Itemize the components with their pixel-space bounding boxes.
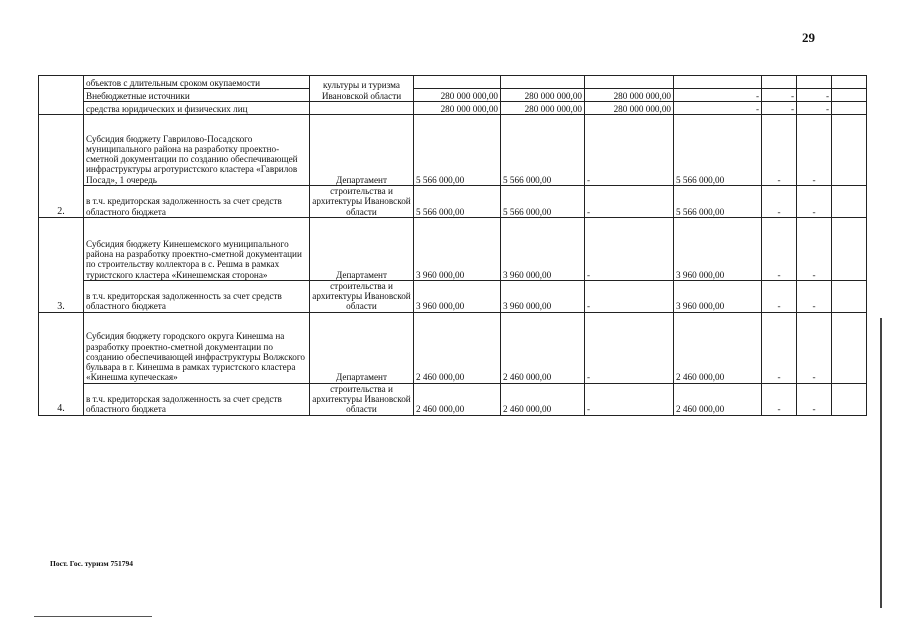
amount-cell: 280 000 000,00 (414, 89, 501, 102)
amount-cell (832, 89, 867, 102)
amount-cell: - (585, 186, 674, 218)
description-cell: Субсидия бюджету городского округа Кинешма на разработку проектно-сметной документации по созданию обеспечивающей инфраструктуры Волжского бульвара в г. Кинешма в рамках туристского кластера «Кинешма купеческая» (84, 312, 310, 383)
amount-cell (832, 76, 867, 89)
table-row (39, 76, 867, 89)
department-cell: Департамент (310, 115, 414, 186)
amount-cell: - (762, 217, 797, 280)
description-cell: Внебюджетные источники (84, 89, 310, 102)
amount-cell: 2 460 000,00 (674, 383, 762, 415)
amount-cell: 3 960 000,00 (414, 217, 501, 280)
budget-table (38, 75, 867, 416)
divider (34, 616, 152, 617)
amount-cell: - (797, 89, 832, 102)
amount-cell: 5 566 000,00 (501, 186, 585, 218)
amount-cell: 3 960 000,00 (674, 217, 762, 280)
amount-cell: - (585, 383, 674, 415)
amount-cell: 5 566 000,00 (501, 115, 585, 186)
description-cell: в т.ч. кредиторская задолженность за счет средств областного бюджета (84, 280, 310, 312)
table-row (39, 89, 867, 102)
table-row (39, 280, 867, 312)
amount-cell: 2 460 000,00 (501, 383, 585, 415)
description-cell: Субсидия бюджету Гаврилово-Посадского муниципального района на разработку проектно-сметной документации по созданию обеспечивающей инфраструктуры агротуристского кластера «Гаврилов Посад», 1 очередь (84, 115, 310, 186)
amount-cell (674, 76, 762, 89)
amount-cell: - (585, 280, 674, 312)
amount-cell: - (585, 115, 674, 186)
amount-cell: - (797, 102, 832, 115)
table-row (39, 217, 867, 280)
amount-cell: 3 960 000,00 (414, 280, 501, 312)
department-cell: строительства и архитектуры Ивановской области (310, 280, 414, 312)
amount-cell (832, 186, 867, 218)
table-row (39, 186, 867, 218)
amount-cell: 2 460 000,00 (414, 312, 501, 383)
amount-cell: 3 960 000,00 (501, 217, 585, 280)
amount-cell (832, 280, 867, 312)
amount-cell: 5 566 000,00 (674, 186, 762, 218)
amount-cell: 280 000 000,00 (585, 89, 674, 102)
amount-cell (797, 76, 832, 89)
amount-cell: 280 000 000,00 (414, 102, 501, 115)
footer-note: Пост. Гос. туризм 751794 (50, 559, 133, 568)
amount-cell: - (762, 383, 797, 415)
table-row (39, 312, 867, 383)
amount-cell (832, 115, 867, 186)
amount-cell: 5 566 000,00 (414, 186, 501, 218)
amount-cell: - (762, 102, 797, 115)
amount-cell (832, 217, 867, 280)
row-number-cell (39, 76, 84, 115)
amount-cell: - (674, 102, 762, 115)
amount-cell: - (585, 312, 674, 383)
amount-cell (832, 383, 867, 415)
amount-cell: 280 000 000,00 (501, 89, 585, 102)
description-cell: в т.ч. кредиторская задолженность за счет средств областного бюджета (84, 186, 310, 218)
amount-cell: 3 960 000,00 (501, 280, 585, 312)
department-cell: строительства и архитектуры Ивановской области (310, 383, 414, 415)
amount-cell: - (762, 312, 797, 383)
amount-cell: - (585, 217, 674, 280)
description-cell: средства юридических и физических лиц (84, 102, 310, 115)
department-cell: Департамент (310, 312, 414, 383)
department-cell (310, 102, 414, 115)
amount-cell: - (762, 280, 797, 312)
amount-cell: - (797, 383, 832, 415)
scan-margin-line (880, 318, 882, 608)
amount-cell (585, 76, 674, 89)
amount-cell: - (797, 186, 832, 218)
description-cell: объектов с длительным сроком окупаемости (84, 76, 310, 89)
amount-cell: 2 460 000,00 (414, 383, 501, 415)
amount-cell: 5 566 000,00 (674, 115, 762, 186)
amount-cell: - (762, 186, 797, 218)
amount-cell: - (797, 312, 832, 383)
amount-cell: 280 000 000,00 (585, 102, 674, 115)
amount-cell: - (762, 89, 797, 102)
page-number: 29 (802, 30, 815, 45)
amount-cell: 2 460 000,00 (674, 312, 762, 383)
amount-cell: 3 960 000,00 (674, 280, 762, 312)
row-number-cell: 4. (39, 312, 84, 415)
row-number-cell: 2. (39, 115, 84, 218)
amount-cell (832, 102, 867, 115)
amount-cell: - (762, 115, 797, 186)
description-cell: в т.ч. кредиторская задолженность за счет средств областного бюджета (84, 383, 310, 415)
row-number-cell: 3. (39, 217, 84, 312)
table-row (39, 383, 867, 415)
amount-cell: 2 460 000,00 (501, 312, 585, 383)
amount-cell (832, 312, 867, 383)
amount-cell: - (797, 217, 832, 280)
amount-cell: - (674, 89, 762, 102)
amount-cell: 5 566 000,00 (414, 115, 501, 186)
table-row (39, 102, 867, 115)
amount-cell (501, 76, 585, 89)
department-cell: Департамент (310, 217, 414, 280)
table-row (39, 115, 867, 186)
amount-cell: - (797, 280, 832, 312)
department-cell: культуры и туризма Ивановской области (310, 76, 414, 102)
department-cell: строительства и архитектуры Ивановской области (310, 186, 414, 218)
amount-cell (762, 76, 797, 89)
amount-cell: - (797, 115, 832, 186)
amount-cell: 280 000 000,00 (501, 102, 585, 115)
description-cell: Субсидия бюджету Кинешемского муниципального района на разработку проектно-сметной документации по строительству коллектора в с. Решма в рамках туристского кластера «Кинешемская сторона» (84, 217, 310, 280)
amount-cell (414, 76, 501, 89)
